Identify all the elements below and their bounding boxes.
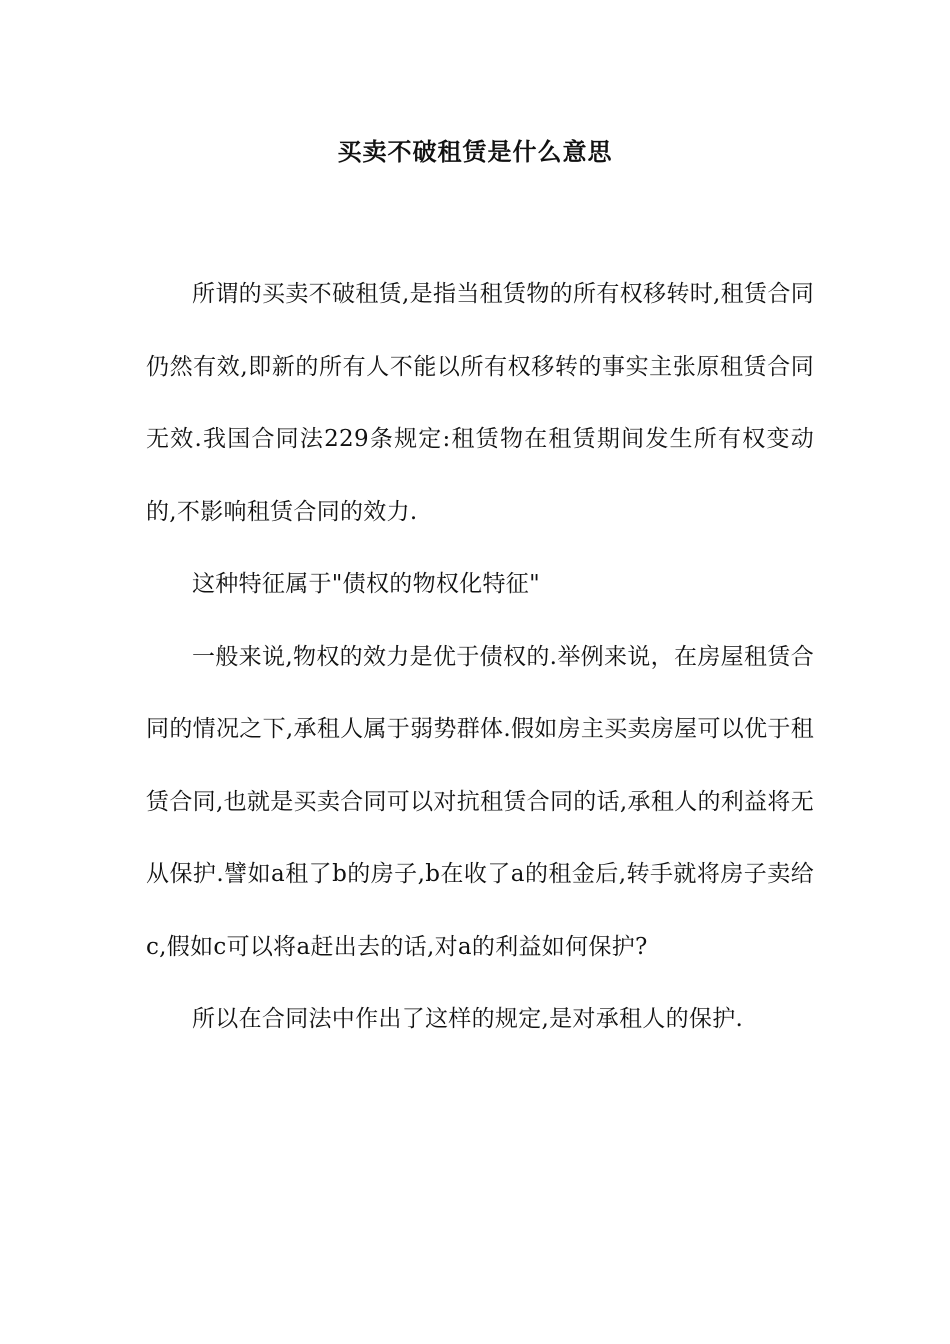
paragraph-definition: 所谓的买卖不破租赁,是指当租赁物的所有权移转时,租赁合同仍然有效,即新的所有人不能以所有权移转的事实主张原租赁合同无效.我国合同法229条规定:租赁物在租赁期间发生所有权变动的,不影响租赁合同的效力. xyxy=(146,281,814,525)
document-title: 买卖不破租赁是什么意思 xyxy=(337,137,613,166)
paragraph-feature: 这种特征属于"债权的物权化特征" xyxy=(192,571,540,597)
document-body xyxy=(146,258,814,1056)
paragraph-conclusion: 所以在合同法中作出了这样的规定,是对承租人的保护. xyxy=(192,1006,744,1032)
paragraph-example: 一般来说,物权的效力是优于债权的.举例来说，在房屋租赁合同的情况之下,承租人属于弱势群体.假如房主买卖房屋可以优于租赁合同,也就是买卖合同可以对抗租赁合同的话,承租人的利益将无从保护.譬如a租了b的房子,b在收了a的租金后,转手就将房子卖给c,假如c可以将a赶出去的话,对a的利益如何保护? xyxy=(146,643,814,960)
